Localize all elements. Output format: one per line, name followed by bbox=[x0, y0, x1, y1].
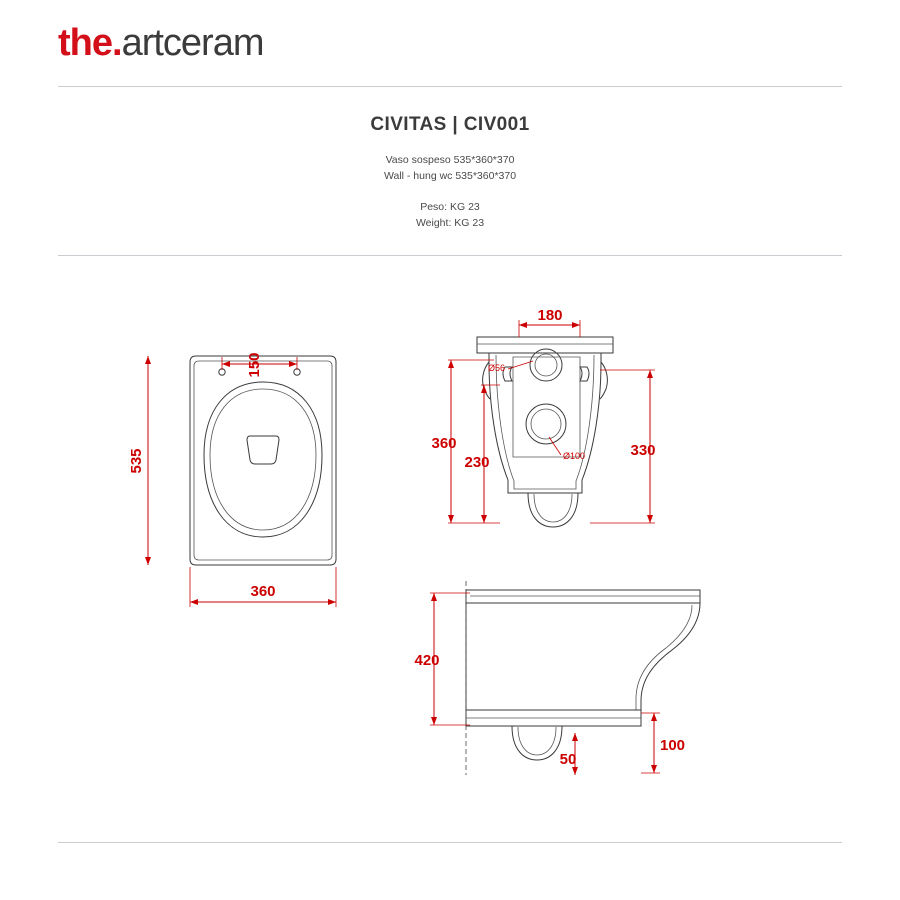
divider-middle bbox=[58, 255, 842, 256]
weight-english: Weight: KG 23 bbox=[415, 217, 485, 229]
top-view-drawing bbox=[128, 352, 336, 607]
brand-logo-the: the bbox=[58, 22, 112, 64]
dim-front-360: 360 bbox=[431, 435, 457, 452]
weight-italian: Peso: KG 23 bbox=[420, 201, 480, 213]
divider-bottom bbox=[58, 842, 842, 843]
dim-front-330: 330 bbox=[630, 442, 656, 459]
dim-front-230: 230 bbox=[464, 454, 490, 471]
dim-top-360: 360 bbox=[250, 583, 276, 600]
side-view-drawing bbox=[414, 581, 700, 775]
divider-top bbox=[58, 86, 842, 87]
dim-front-180: 180 bbox=[537, 307, 563, 324]
brand-logo-artceram: artceram bbox=[121, 22, 264, 64]
brand-logo bbox=[58, 22, 263, 65]
description-english: Wall - hung wc 535*360*370 bbox=[383, 170, 517, 182]
dim-side-100: 100 bbox=[660, 737, 686, 754]
dim-side-50: 50 bbox=[559, 751, 577, 768]
dim-top-150: 150 bbox=[246, 352, 263, 378]
technical-drawings bbox=[0, 265, 900, 835]
page-title: CIVITAS | CIV001 bbox=[370, 114, 530, 135]
brand-logo-dot: . bbox=[112, 22, 122, 64]
dim-side-420: 420 bbox=[414, 652, 440, 669]
dim-front-hole-56: Ø56 bbox=[487, 363, 505, 373]
dim-front-hole-100: Ø100 bbox=[563, 451, 586, 461]
description-italian: Vaso sospeso 535*360*370 bbox=[385, 154, 515, 166]
dim-top-535: 535 bbox=[128, 448, 145, 474]
front-view-drawing bbox=[431, 307, 655, 527]
